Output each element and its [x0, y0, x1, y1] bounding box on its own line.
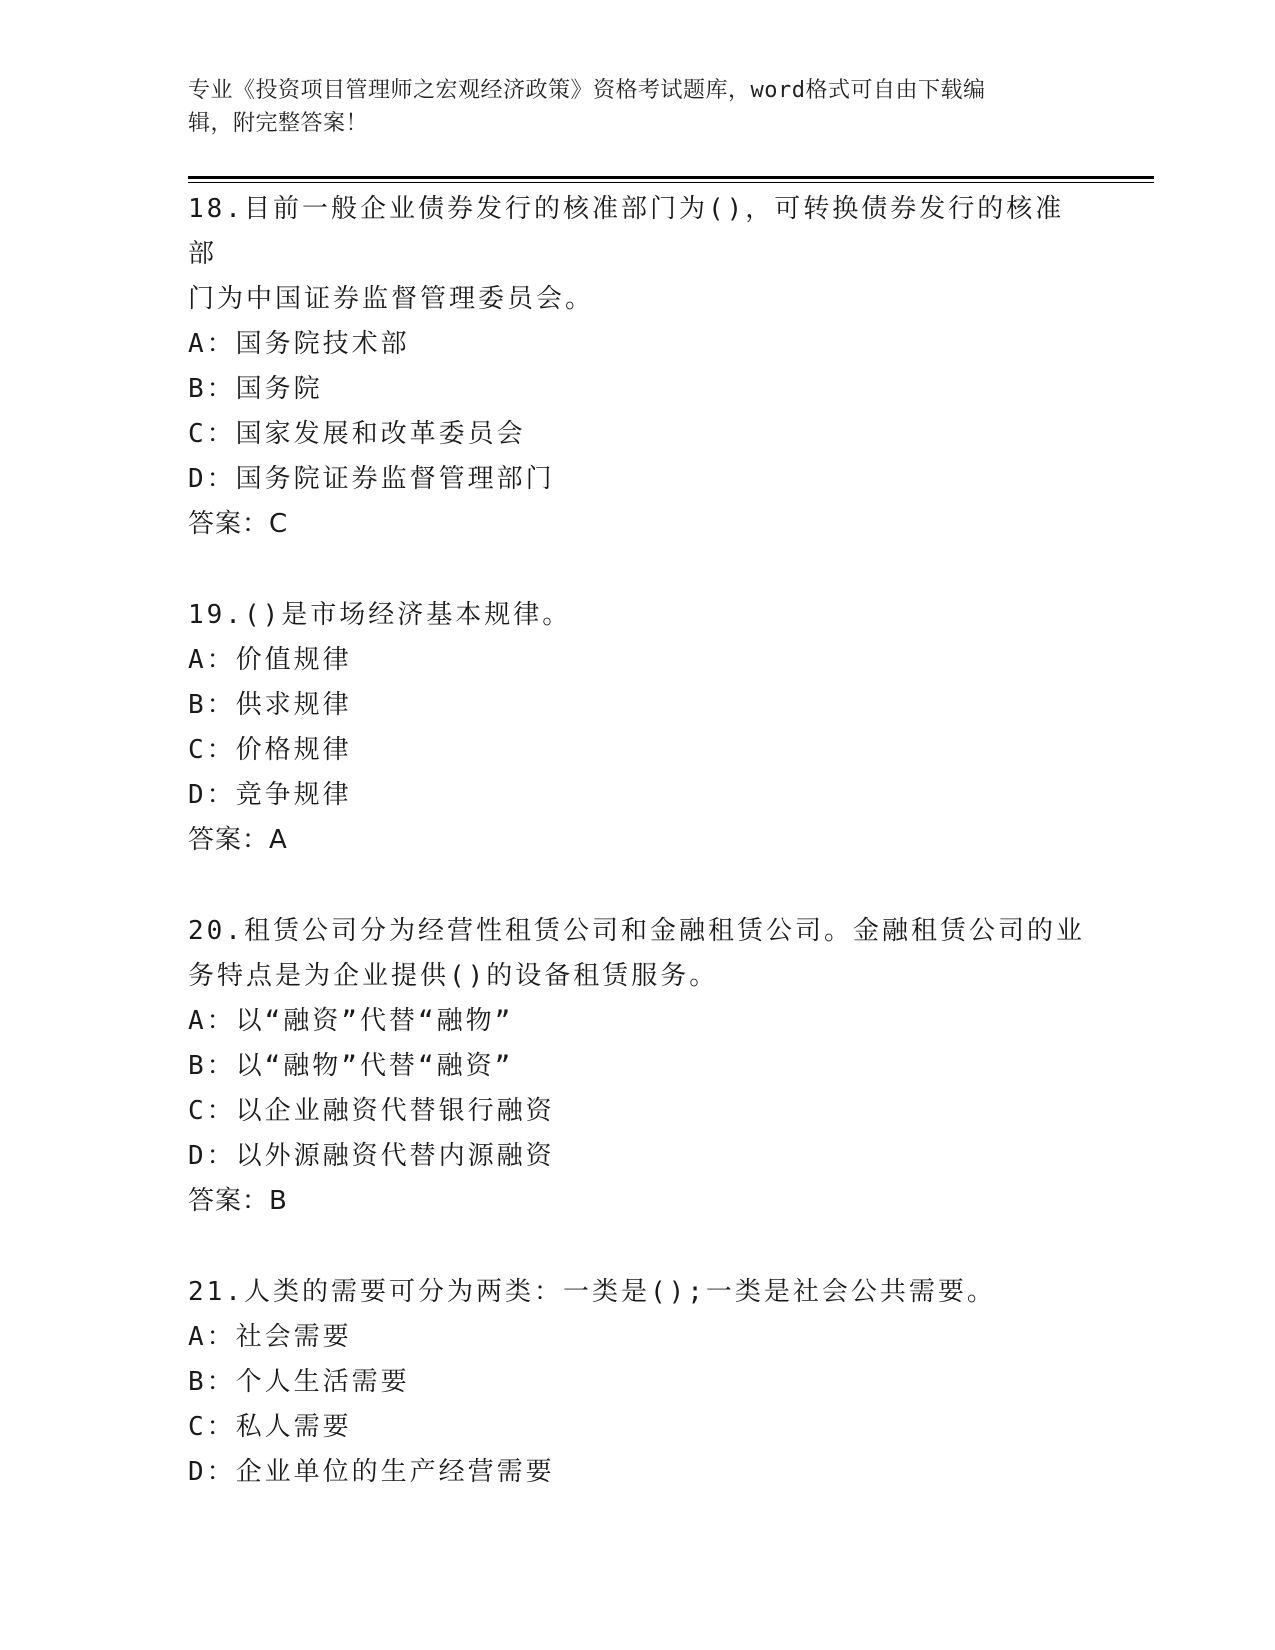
option-key: A：: [188, 329, 236, 359]
answer: 答案：B: [188, 1186, 288, 1216]
option-b: [188, 1044, 1088, 1089]
stem-line-1: 19.()是市场经济基本规律。: [188, 600, 572, 630]
question-stem: [188, 187, 1088, 322]
option-b: [188, 683, 1088, 728]
option-key: B：: [188, 690, 236, 720]
stem-line-2: 门为中国证券监督管理委员会。: [188, 284, 595, 314]
option-a: [188, 322, 1088, 367]
stem-line-2: 务特点是为企业提供()的设备租赁服务。: [188, 961, 719, 991]
stem-line-1: 21.人类的需要可分为两类：一类是();一类是社会公共需要。: [188, 1277, 996, 1307]
option-c: [188, 1089, 1088, 1134]
stem-line-1: 20.租赁公司分为经营性租赁公司和金融租赁公司。金融租赁公司的业: [188, 916, 1085, 946]
option-c: [188, 412, 1088, 457]
question-21: [188, 1270, 1088, 1495]
option-text: 个人生活需要: [235, 1367, 410, 1397]
option-text: 价值规律: [235, 645, 352, 675]
stem-line-1: 18.目前一般企业债券发行的核准部门为()，可转换债券发行的核准部: [188, 194, 1065, 269]
question-19: [188, 593, 1088, 863]
header-rule-thick: [188, 176, 1154, 179]
option-key: C：: [188, 419, 236, 449]
question-list: [188, 187, 1088, 1541]
option-key: D：: [188, 464, 236, 494]
option-c: [188, 728, 1088, 773]
option-text: 社会需要: [235, 1322, 352, 1352]
answer: 答案：C: [188, 509, 289, 539]
option-key: D：: [188, 1141, 236, 1171]
option-text: 以“融资”代替“融物”: [235, 1006, 514, 1036]
option-text: 供求规律: [235, 690, 352, 720]
question-stem: [188, 909, 1088, 999]
option-key: B：: [188, 374, 236, 404]
option-c: [188, 1405, 1088, 1450]
option-text: 以外源融资代替内源融资: [235, 1141, 555, 1171]
option-text: 国务院技术部: [235, 329, 410, 359]
option-d: [188, 1450, 1088, 1495]
option-text: 国务院: [235, 374, 323, 404]
header-rule-thin: [188, 182, 1154, 183]
option-text: 竞争规律: [235, 780, 352, 810]
option-key: A：: [188, 1322, 236, 1352]
option-key: C：: [188, 1412, 236, 1442]
option-key: D：: [188, 1457, 236, 1487]
option-a: [188, 638, 1088, 683]
option-key: B：: [188, 1051, 236, 1081]
header-line-1: 专业《投资项目管理师之宏观经济政策》资格考试题库，word格式可自由下载编: [188, 78, 986, 103]
document-header: [188, 74, 1088, 140]
option-d: [188, 1134, 1088, 1179]
option-key: B：: [188, 1367, 236, 1397]
option-key: C：: [188, 1096, 236, 1126]
option-key: C：: [188, 735, 236, 765]
option-d: [188, 457, 1088, 502]
option-text: 企业单位的生产经营需要: [235, 1457, 555, 1487]
option-key: A：: [188, 1006, 236, 1036]
option-text: 以“融物”代替“融资”: [235, 1051, 514, 1081]
question-stem: [188, 1270, 1088, 1315]
option-key: A：: [188, 645, 236, 675]
question-20: [188, 909, 1088, 1224]
option-b: [188, 367, 1088, 412]
option-text: 国家发展和改革委员会: [235, 419, 526, 449]
option-d: [188, 773, 1088, 818]
option-b: [188, 1360, 1088, 1405]
option-text: 以企业融资代替银行融资: [235, 1096, 555, 1126]
option-a: [188, 1315, 1088, 1360]
question-stem: [188, 593, 1088, 638]
answer: 答案：A: [188, 825, 288, 855]
option-text: 国务院证券监督管理部门: [235, 464, 555, 494]
option-a: [188, 999, 1088, 1044]
header-line-2: 辑，附完整答案！: [188, 111, 369, 136]
option-key: D：: [188, 780, 236, 810]
option-text: 价格规律: [235, 735, 352, 765]
question-18: [188, 187, 1088, 547]
option-text: 私人需要: [235, 1412, 352, 1442]
